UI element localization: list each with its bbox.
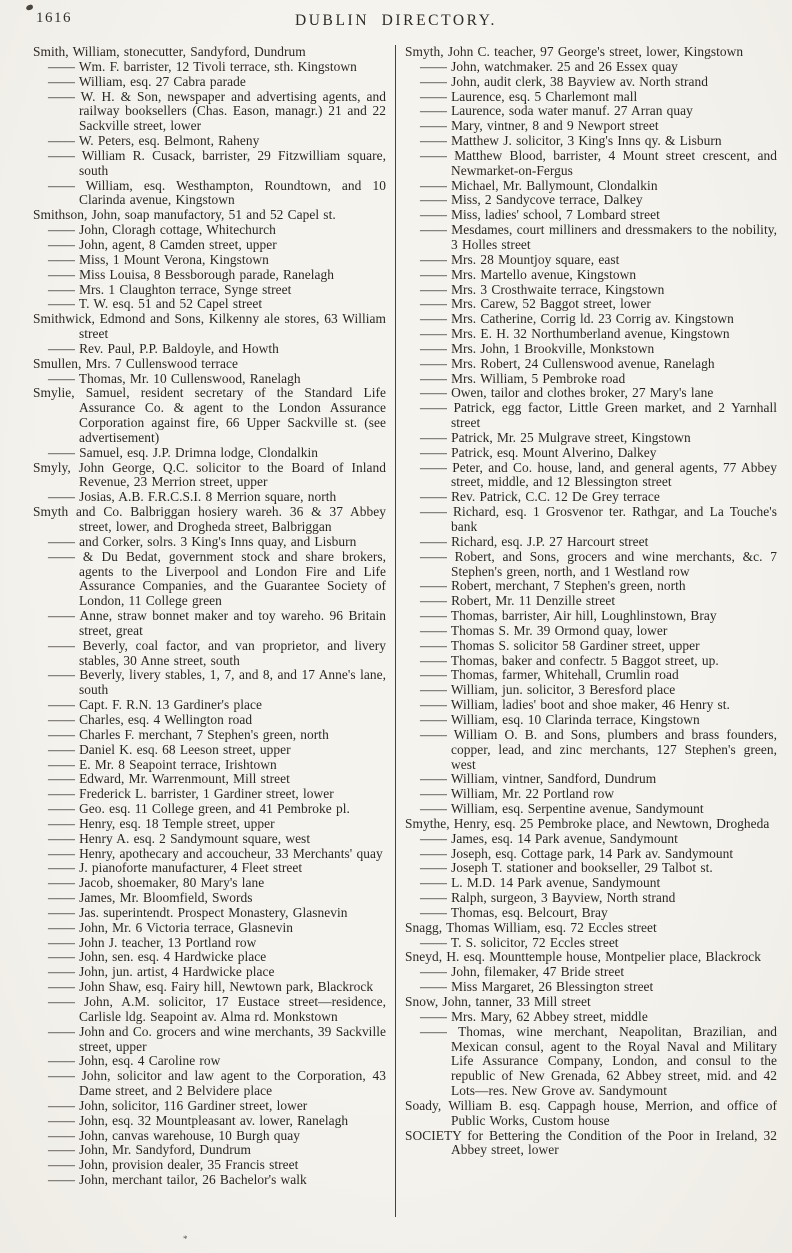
directory-entry: —— Beverly, coal factor, and van proprietor, and livery stables, 30 Anne street, south	[48, 637, 386, 668]
directory-entry: —— John, audit clerk, 38 Bayview av. North strand	[420, 73, 709, 89]
directory-entry: Smith, William, stonecutter, Sandyford, Dundrum	[33, 45, 306, 59]
directory-entry: Smyth, John C. teacher, 97 George's street, lower, Kingstown	[405, 45, 744, 59]
directory-entry: —— Patrick, Mr. 25 Mulgrave street, Kingstown	[420, 429, 691, 445]
directory-entry: —— Robert, merchant, 7 Stephen's green, north	[420, 578, 686, 594]
directory-entry: —— & Du Bedat, government stock and share brokers, agents to the Liverpool and London Fire and Life Assurance Companies, and the Guarantee Society of London, 11 College green	[48, 548, 386, 609]
directory-entry: SOCIETY for Bettering the Condition of the Poor in Ireland, 32 Abbey street, lower	[405, 1127, 777, 1158]
directory-entry: —— Laurence, soda water manuf. 27 Arran quay	[420, 103, 693, 119]
directory-entry: —— Thomas, barrister, Air hill, Loughlinstown, Bray	[420, 608, 717, 624]
directory-entry: —— William, Mr. 22 Portland row	[420, 786, 615, 802]
directory-entry: —— Mrs. 3 Crosthwaite terrace, Kingstown	[420, 281, 665, 297]
page-number: 1616	[36, 10, 72, 26]
directory-entry: —— John, Mr. 6 Victoria terrace, Glasnevin	[48, 919, 293, 935]
directory-entry: —— Thomas, esq. Belcourt, Bray	[420, 904, 608, 920]
directory-columns	[33, 45, 777, 1220]
directory-entry: —— Beverly, livery stables, 1, 7, and 8, and 17 Anne's lane, south	[48, 667, 386, 698]
directory-entry: —— E. Mr. 8 Seapoint terrace, Irishtown	[48, 756, 277, 772]
directory-entry: Smithson, John, soap manufactory, 51 and 52 Capel st.	[33, 207, 336, 223]
directory-entry: —— Matthew Blood, barrister, 4 Mount street crescent, and Newmarket-on-Fergus	[420, 147, 777, 178]
directory-entry: —— W. H. & Son, newspaper and advertising agents, and railway booksellers (Chas. Eason, managr.) 21 and 22 Sackville street, lower	[48, 88, 386, 134]
directory-entry: —— John, provision dealer, 35 Francis street	[48, 1157, 299, 1173]
directory-entry: —— Laurence, esq. 5 Charlemont mall	[420, 88, 638, 104]
directory-entry: —— William, esq. Serpentine avenue, Sandymount	[420, 801, 704, 817]
directory-entry: Smullen, Mrs. 7 Cullenswood terrace	[33, 355, 239, 371]
directory-entry: —— Samuel, esq. J.P. Drimna lodge, Clondalkin	[48, 444, 319, 460]
directory-entry: Smyth and Co. Balbriggan hosiery wareh. 36 & 37 Abbey street, lower, and Drogheda street, Balbriggan	[33, 504, 386, 534]
directory-entry: —— William O. B. and Sons, plumbers and brass founders, copper, lead, and zinc merchants, 127 Stephen's green, west	[420, 726, 777, 772]
scan-artifact	[25, 4, 33, 11]
directory-entry: —— Mary, vintner, 8 and 9 Newport street	[420, 118, 659, 134]
directory-entry: —— Charles F. merchant, 7 Stephen's green, north	[48, 726, 329, 742]
directory-entry: —— William, ladies' boot and shoe maker, 46 Henry st.	[420, 697, 730, 713]
directory-entry: —— William, esq. 10 Clarinda terrace, Kingstown	[420, 711, 700, 727]
directory-entry: —— William R. Cusack, barrister, 29 Fitzwilliam square, south	[48, 147, 386, 178]
directory-entry: —— Owen, tailor and clothes broker, 27 Mary's lane	[420, 385, 714, 401]
directory-entry: Snow, John, tanner, 33 Mill street	[405, 994, 591, 1009]
directory-entry: —— Thomas, wine merchant, Neapolitan, Brazilian, and Mexican consul, agent to the Royal Naval and Military Life Assurance Company, London, and consul to the republic of New Grenada, 62 Abbey street, mid. and 42 Lots—res. New Grove av. Sandymount	[420, 1023, 777, 1099]
directory-entry: —— Mrs. 1 Claughton terrace, Synge street	[48, 281, 292, 297]
directory-entry: —— Mrs. Catherine, Corrig ld. 23 Corrig av. Kingstown	[420, 311, 734, 327]
directory-entry: —— Matthew J. solicitor, 3 King's Inns qy. & Lisburn	[420, 133, 722, 149]
directory-entry: —— Geo. esq. 11 College green, and 41 Pembroke pl.	[48, 801, 350, 817]
directory-entry: —— Ralph, surgeon, 3 Bayview, North strand	[420, 890, 676, 906]
directory-entry: —— Mrs. Martello avenue, Kingstown	[420, 266, 637, 282]
directory-entry: —— L. M.D. 14 Park avenue, Sandymount	[420, 875, 661, 891]
directory-entry: Sneyd, H. esq. Mounttemple house, Montpelier place, Blackrock	[405, 949, 761, 965]
directory-entry: —— John, jun. artist, 4 Hardwicke place	[48, 964, 275, 980]
directory-entry: —— Josias, A.B. F.R.C.S.I. 8 Merrion square, north	[48, 489, 337, 505]
directory-entry: —— Henry A. esq. 2 Sandymount square, west	[48, 830, 311, 846]
directory-entry: —— John, watchmaker. 25 and 26 Essex quay	[420, 58, 678, 74]
directory-entry: —— Daniel K. esq. 68 Leeson street, upper	[48, 741, 291, 757]
directory-entry: —— James, Mr. Bloomfield, Swords	[48, 890, 253, 906]
directory-entry: —— John, filemaker, 47 Bride street	[420, 964, 625, 980]
directory-entry: —— Thomas, baker and confectr. 5 Baggot street, up.	[420, 652, 719, 668]
directory-entry: —— and Corker, solrs. 3 King's Inns quay, and Lisburn	[48, 533, 357, 549]
directory-entry: Smithwick, Edmond and Sons, Kilkenny ale stores, 63 William street	[33, 311, 386, 342]
directory-entry: —— W. Peters, esq. Belmont, Raheny	[48, 133, 260, 149]
directory-entry: —— Mrs. William, 5 Pembroke road	[420, 370, 626, 386]
directory-entry: —— Edward, Mr. Warrenmount, Mill street	[48, 771, 290, 787]
directory-entry: —— Mrs. John, 1 Brookville, Monkstown	[420, 340, 655, 356]
directory-entry: Smylie, Samuel, resident secretary of the Standard Life Assurance Co. & agent to the London Assurance Corporation against fire, 66 Upper Sackville st. (see advertisement)	[33, 385, 386, 445]
directory-entry: —— John, solicitor, 116 Gardiner street, lower	[48, 1097, 308, 1113]
directory-entry: —— John, canvas warehouse, 10 Burgh quay	[48, 1127, 301, 1143]
directory-entry: Smyly, John George, Q.C. solicitor to the Board of Inland Revenue, 23 Merrion street, upper	[33, 459, 386, 490]
directory-entry: —— John, A.M. solicitor, 17 Eustace street—residence, Carlisle ldg. Seapoint av. Alma rd. Monkstown	[48, 994, 386, 1024]
directory-entry: —— John, merchant tailor, 26 Bachelor's walk	[48, 1172, 307, 1188]
directory-entry: —— John, esq. 4 Caroline row	[48, 1053, 221, 1069]
left-column	[33, 45, 395, 1220]
directory-entry: —— Joseph T. stationer and bookseller, 29 Talbot st.	[420, 860, 713, 876]
directory-entry: —— John, Cloragh cottage, Whitechurch	[48, 222, 276, 238]
directory-entry: —— Jacob, shoemaker, 80 Mary's lane	[48, 875, 265, 891]
directory-entry: —— Joseph, esq. Cottage park, 14 Park av. Sandymount	[420, 845, 734, 861]
directory-entry: —— Richard, esq. J.P. 27 Harcourt street	[420, 533, 649, 549]
directory-entry: —— Peter, and Co. house, land, and general agents, 77 Abbey street, middle, and 12 Blessington street	[420, 459, 777, 490]
directory-entry: —— Thomas, Mr. 10 Cullenswood, Ranelagh	[48, 370, 301, 386]
directory-entry: —— Capt. F. R.N. 13 Gardiner's place	[48, 697, 262, 713]
print-artifact-mark: *	[183, 1234, 188, 1244]
directory-entry: —— Mrs. Robert, 24 Cullenswood avenue, Ranelagh	[420, 355, 715, 371]
directory-entry: —— John Shaw, esq. Fairy hill, Newtown park, Blackrock	[48, 979, 374, 995]
directory-entry: —— Rev. Paul, P.P. Baldoyle, and Howth	[48, 340, 279, 356]
directory-entry: —— Thomas S. Mr. 39 Ormond quay, lower	[420, 622, 668, 638]
directory-entry: —— Miss, ladies' school, 7 Lombard street	[420, 207, 660, 223]
directory-entry: —— John, solicitor and law agent to the Corporation, 43 Dame street, and 2 Belvidere place	[48, 1068, 386, 1099]
directory-entry: —— Mrs. Mary, 62 Abbey street, middle	[420, 1008, 648, 1024]
right-column	[396, 45, 777, 1220]
directory-entry: —— William, esq. 27 Cabra parade	[48, 73, 246, 89]
directory-entry: —— Mrs. E. H. 32 Northumberland avenue, Kingstown	[420, 326, 730, 342]
directory-entry: —— John, sen. esq. 4 Hardwicke place	[48, 949, 267, 965]
directory-entry: —— Robert, and Sons, grocers and wine merchants, &c. 7 Stephen's green, north, and 1 Westland row	[420, 548, 777, 579]
page-title: DUBLIN DIRECTORY.	[294, 12, 498, 29]
directory-entry: —— Thomas S. solicitor 58 Gardiner street, upper	[420, 637, 700, 653]
directory-entry: —— Richard, esq. 1 Grosvenor ter. Rathgar, and La Touche's bank	[420, 504, 777, 534]
directory-entry: —— Patrick, egg factor, Little Green market, and 2 Yarnhall street	[420, 400, 777, 431]
directory-entry: —— John, esq. 32 Mountpleasant av. lower, Ranelagh	[48, 1112, 349, 1128]
directory-entry: —— William, vintner, Sandford, Dundrum	[420, 771, 657, 787]
directory-entry: —— Mesdames, court milliners and dressmakers to the nobility, 3 Holles street	[420, 222, 777, 252]
directory-entry: —— Mrs. 28 Mountjoy square, east	[420, 251, 620, 267]
directory-entry: —— Wm. F. barrister, 12 Tivoli terrace, sth. Kingstown	[48, 58, 357, 74]
directory-entry: —— Jas. superintendt. Prospect Monastery, Glasnevin	[48, 904, 348, 920]
directory-entry: —— Thomas, farmer, Whitehall, Crumlin road	[420, 667, 679, 683]
directory-entry: —— T. S. solicitor, 72 Eccles street	[420, 934, 619, 950]
directory-entry: —— T. W. esq. 51 and 52 Capel street	[48, 296, 263, 312]
directory-entry: —— William, jun. solicitor, 3 Beresford place	[420, 682, 676, 698]
directory-entry: —— Henry, esq. 18 Temple street, upper	[48, 815, 275, 831]
directory-entry: Snagg, Thomas William, esq. 72 Eccles street	[405, 919, 657, 935]
directory-entry: —— Patrick, esq. Mount Alverino, Dalkey	[420, 444, 657, 460]
directory-entry: —— John and Co. grocers and wine merchants, 39 Sackville street, upper	[48, 1023, 386, 1054]
directory-entry: —— Frederick L. barrister, 1 Gardiner street, lower	[48, 786, 334, 802]
directory-entry: —— J. pianoforte manufacturer, 4 Fleet street	[48, 860, 303, 876]
directory-entry: —— Robert, Mr. 11 Denzille street	[420, 593, 616, 609]
directory-entry: —— Anne, straw bonnet maker and toy wareho. 96 Britain street, great	[48, 608, 386, 638]
directory-entry: —— Mrs. Carew, 52 Baggot street, lower	[420, 296, 651, 312]
directory-entry: —— Miss Louisa, 8 Bessborough parade, Ranelagh	[48, 266, 335, 282]
directory-entry: Smythe, Henry, esq. 25 Pembroke place, and Newtown, Drogheda	[405, 815, 770, 831]
directory-entry: —— John, Mr. Sandyford, Dundrum	[48, 1142, 251, 1158]
directory-entry: —— John, agent, 8 Camden street, upper	[48, 236, 277, 252]
directory-entry: —— Michael, Mr. Ballymount, Clondalkin	[420, 177, 658, 193]
directory-entry: —— Miss, 1 Mount Verona, Kingstown	[48, 251, 269, 267]
directory-entry: —— Miss, 2 Sandycove terrace, Dalkey	[420, 192, 643, 208]
directory-entry: —— Rev. Patrick, C.C. 12 De Grey terrace	[420, 489, 660, 505]
directory-entry: —— Henry, apothecary and accoucheur, 33 Merchants' quay	[48, 845, 383, 861]
directory-entry: —— Charles, esq. 4 Wellington road	[48, 711, 253, 727]
directory-entry: —— James, esq. 14 Park avenue, Sandymount	[420, 830, 678, 846]
directory-entry: —— Miss Margaret, 26 Blessington street	[420, 979, 654, 995]
directory-entry: —— William, esq. Westhampton, Roundtown, and 10 Clarinda avenue, Kingstown	[48, 177, 386, 208]
directory-entry: Soady, William B. esq. Cappagh house, Merrion, and office of Public Works, Custom house	[405, 1097, 777, 1128]
directory-entry: —— John J. teacher, 13 Portland row	[48, 934, 257, 950]
